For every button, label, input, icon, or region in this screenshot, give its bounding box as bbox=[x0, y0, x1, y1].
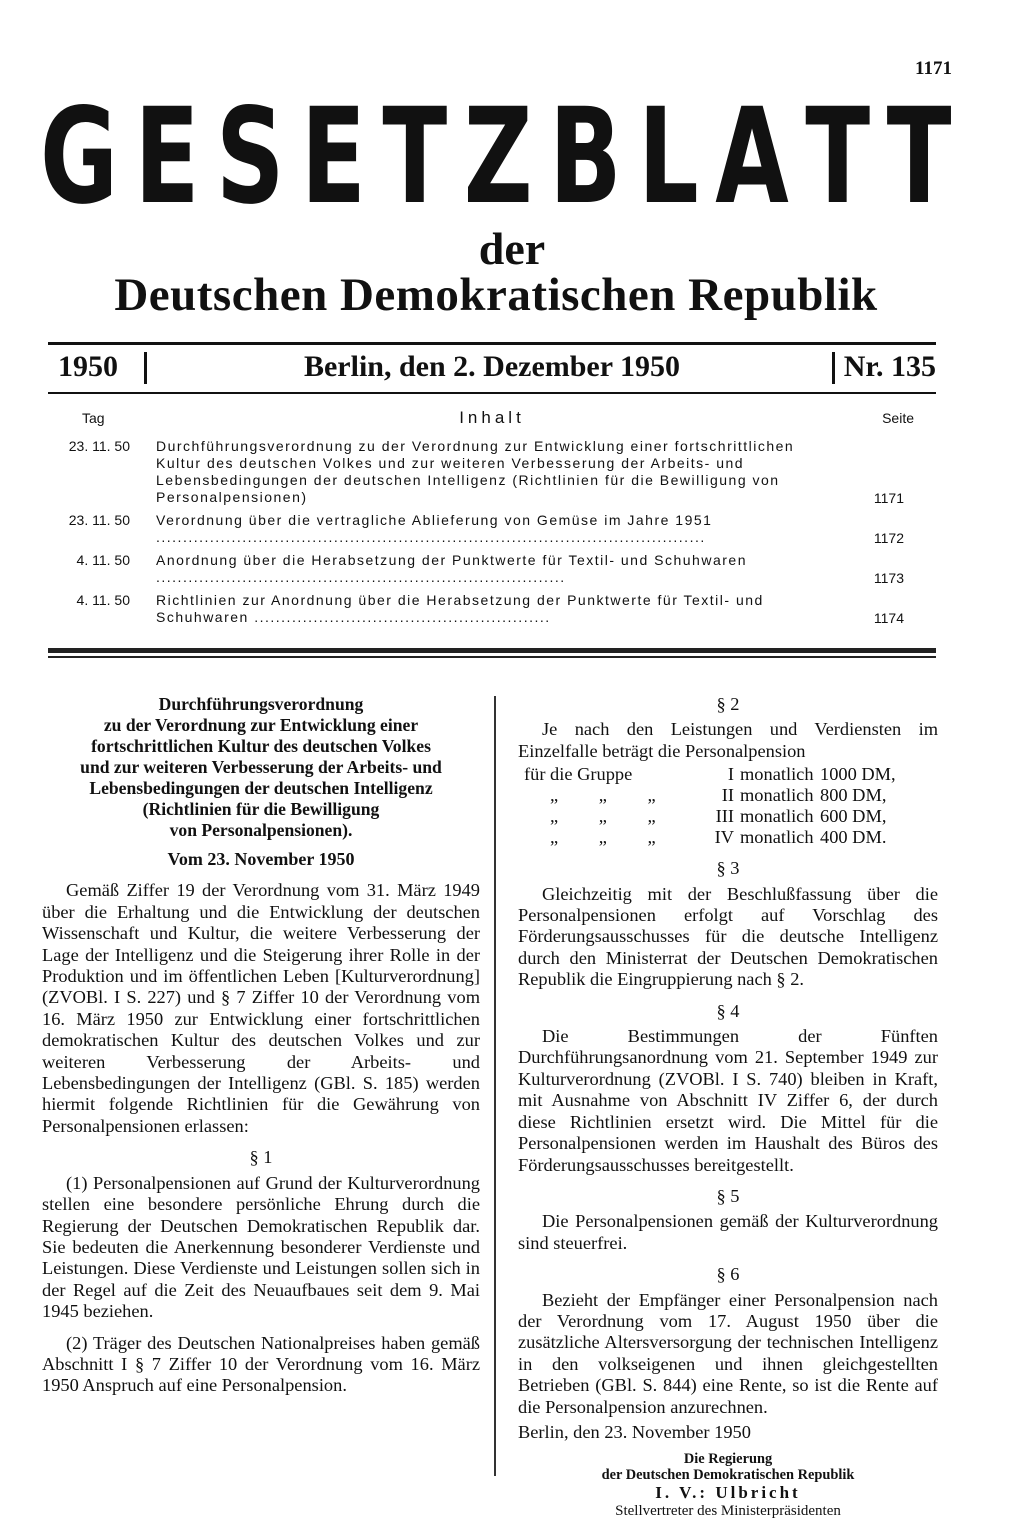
pension-group: III bbox=[715, 806, 734, 827]
toc-entry-date: 4. 11. 50 bbox=[76, 592, 130, 608]
section-heading: § 3 bbox=[716, 858, 740, 879]
signature-place-date: Berlin, den 23. November 1950 bbox=[518, 1421, 751, 1442]
signature-government-line2: der Deutschen Demokratischen Republik bbox=[601, 1467, 855, 1484]
decree-title-line: (Richtlinien für die Bewilligung bbox=[142, 799, 380, 819]
toc-entry-page: 1171 bbox=[873, 490, 904, 506]
masthead-letter: L bbox=[638, 80, 699, 234]
issue-number: Nr. 135 bbox=[843, 350, 936, 383]
toc-entry-page: 1172 bbox=[873, 530, 904, 546]
decree-date: Vom 23. November 1950 bbox=[167, 849, 355, 869]
bottom-rule bbox=[48, 392, 936, 394]
pension-amount: 600 DM, bbox=[820, 806, 887, 827]
section-heading: § 1 bbox=[249, 1147, 273, 1168]
pension-row bbox=[524, 827, 938, 848]
toc-col-seite: Seite bbox=[882, 410, 914, 426]
signature-role: Stellvertreter des Ministerpräsidenten bbox=[615, 1503, 841, 1520]
section-heading: § 2 bbox=[716, 694, 740, 714]
toc-entry[interactable] bbox=[48, 512, 936, 546]
pension-amount: 400 DM. bbox=[820, 827, 887, 848]
masthead-letter: E bbox=[134, 80, 200, 234]
subtitle-republic: Deutschen Demokratischen Republik bbox=[114, 269, 878, 321]
decree-title-line: Lebensbedingungen der deutschen Intelligenz bbox=[89, 778, 433, 798]
signature-government: Die Regierung bbox=[683, 1451, 773, 1468]
pension-row bbox=[524, 785, 938, 806]
toc-list bbox=[48, 438, 936, 632]
masthead-letter: E bbox=[300, 80, 366, 234]
masthead-letter: T bbox=[382, 80, 448, 234]
pension-label: für die Gruppe bbox=[524, 764, 633, 785]
toc-entry-page: 1173 bbox=[873, 570, 904, 586]
section-1-paragraph-2: (2) Träger des Deutschen Nationalpreises haben gemäß Abschnitt I § 7 Ziffer 10 der Verordnung vom 16. März 1950 Anspruch auf eine Personalpension. bbox=[42, 1332, 480, 1396]
masthead-letter: Z bbox=[463, 80, 533, 234]
issue-year: 1950 bbox=[58, 350, 118, 383]
toc-entry[interactable] bbox=[48, 592, 936, 626]
masthead-letter: T bbox=[886, 80, 952, 234]
pension-word: monatlich bbox=[740, 764, 814, 785]
section-1-paragraph-1: (1) Personalpensionen auf Grund der Kulturverordnung stellen eine besondere persönliche Ehrung durch die Regierung der Deutschen Demokratischen Republik dar. Sie bedeuten die Anerkennung besonderer Verdienste und Leistungen. Diese Verdienste und Leistungen sollen sich in der Regel auf die Zeit des Neuaufbaues seit dem 9. Mai 1945 beziehen. bbox=[42, 1172, 480, 1322]
decree-title-line: fortschrittlichen Kultur des deutschen Volkes bbox=[91, 736, 431, 756]
preamble-paragraph: Gemäß Ziffer 19 der Verordnung vom 31. März 1949 über die Erhaltung und die Entwicklung der deutschen Wissenschaft und Kultur, die weitere Verbesserung der Lage der Intelligenz und die Steigerung ihrer Rolle in der Produktion und im öffentlichen Leben [Kulturverordnung] (ZVOBl. I S. 227) und § 7 Ziffer 10 der Verordnung vom 16. März 1950 zur Entwicklung einer fortschrittlichen demokratischen Kultur des deutschen Volkes und zur weiteren Verbesserung der Arbeits- und Lebensbedingungen der Intelligenz (GBl. S. 185) werden hiermit folgende Richtlinien für die Gewährung von Personalpensionen erlassen: bbox=[42, 880, 480, 1136]
section-heading: § 5 bbox=[716, 1185, 740, 1206]
pension-group: I bbox=[727, 764, 734, 785]
pension-row bbox=[524, 806, 938, 827]
masthead-letter: B bbox=[549, 80, 622, 234]
masthead-letter: A bbox=[715, 80, 789, 234]
section-heading: § 6 bbox=[716, 1264, 740, 1285]
left-column bbox=[42, 694, 480, 1397]
issue-separator bbox=[832, 352, 835, 384]
decree-title-line: Durchführungsverordnung bbox=[158, 694, 364, 714]
pension-row bbox=[524, 764, 938, 785]
pension-label: „ „ „ bbox=[550, 785, 674, 806]
section-4-paragraph: Die Bestimmungen der Fünften Durchführungsanordnung vom 21. September 1949 zur Kulturverordnung (ZVOBl. I S. 740) bleiben in Kraft, mit Ausnahme von Abschnitt IV Ziffer 6, der durch diese Richtlinien ersetzt wird. Die Mittel für die Personalpensionen werden im Haushalt des Büros des Förderungsausschusses bereitgestellt. bbox=[518, 1026, 938, 1175]
masthead-letter: T bbox=[805, 80, 871, 234]
column-divider bbox=[494, 696, 496, 1476]
issue-place-date: Berlin, den 2. Dezember 1950 bbox=[303, 350, 681, 383]
section-2-paragraph: Je nach den Leistungen und Verdiensten im Einzelfalle beträgt die Personalpension bbox=[518, 719, 938, 761]
masthead-letter: G bbox=[40, 80, 119, 234]
decree-title bbox=[42, 694, 480, 841]
toc-heading: Inhalt bbox=[459, 408, 525, 427]
subtitle-der: der bbox=[478, 223, 546, 274]
pension-label: „ „ „ bbox=[550, 806, 674, 827]
section-3-paragraph: Gleichzeitig mit der Beschlußfassung über die Personalpensionen erfolgt auf Vorschlag des Förderungsausschusses für die deutsche Intelligenz durch den Ministerrat der Deutschen Demokratischen Republik die Eingruppierung nach § 2. bbox=[518, 883, 938, 990]
toc-entry-text: Durchführungsverordnung zu der Verordnung zur Entwicklung einer fortschrittlichen Kultur des deutschen Volkes und zur weiteren Verbesserung der Arbeits- und Lebensbedingungen der deutschen Intelligenz (Richtlinien für die Bewilligung von Personalpensionen) bbox=[156, 438, 795, 505]
decree-title-line: von Personalpensionen). bbox=[169, 820, 353, 840]
page-number: 1171 bbox=[915, 58, 952, 79]
pension-amount: 1000 DM, bbox=[820, 764, 896, 785]
toc-entry-date: 23. 11. 50 bbox=[68, 512, 130, 528]
toc-entry-text: Richtlinien zur Anordnung über die Herabsetzung der Punktwerte für Textil- und Schuhwaren ....................................................... bbox=[156, 592, 764, 625]
signature-name: I. V.: Ulbricht bbox=[655, 1483, 801, 1503]
pension-group: II bbox=[721, 785, 734, 806]
pension-label: „ „ „ bbox=[550, 827, 674, 848]
decree-title-line: zu der Verordnung zur Entwicklung einer bbox=[103, 715, 419, 735]
pension-amount: 800 DM, bbox=[820, 785, 887, 806]
section-5-paragraph: Die Personalpensionen gemäß der Kulturverordnung sind steuerfrei. bbox=[518, 1211, 938, 1253]
section-heading: § 4 bbox=[716, 1000, 740, 1021]
toc-entry[interactable] bbox=[48, 552, 936, 586]
toc-entry[interactable] bbox=[48, 438, 936, 506]
pension-group: IV bbox=[714, 827, 734, 848]
toc-entry-page: 1174 bbox=[873, 610, 904, 626]
toc-col-tag: Tag bbox=[82, 410, 105, 426]
masthead-title bbox=[40, 80, 952, 234]
right-column bbox=[518, 694, 938, 1520]
toc-entry-text: Verordnung über die vertragliche Ablieferung von Gemüse im Jahre 1951 ...................................................................................................... bbox=[156, 512, 713, 545]
top-rule bbox=[48, 342, 936, 345]
section-rule-thin bbox=[48, 656, 936, 658]
decree-title-line: und zur weiteren Verbesserung der Arbeits- und bbox=[80, 757, 442, 777]
toc-entry-text: Anordnung über die Herabsetzung der Punktwerte für Textil- und Schuhwaren ............................................................................ bbox=[156, 552, 747, 585]
pension-table bbox=[524, 764, 938, 848]
section-rule-thick bbox=[48, 648, 936, 653]
pension-word: monatlich bbox=[740, 827, 814, 848]
pension-word: monatlich bbox=[740, 806, 814, 827]
masthead-letter: S bbox=[215, 80, 285, 234]
section-6-paragraph: Bezieht der Empfänger einer Personalpension nach der Verordnung vom 17. August 1950 über die zusätzliche Altersversorgung der technischen Intelligenz in den volkseigenen und ihnen gleichgestellten Betrieben (GBl. S. 844) eine Rente, so ist die Rente auf die Personalpension anzurechnen. bbox=[518, 1289, 938, 1417]
issue-bar bbox=[48, 348, 936, 390]
toc-entry-date: 23. 11. 50 bbox=[68, 438, 130, 454]
pension-word: monatlich bbox=[740, 785, 814, 806]
toc-entry-date: 4. 11. 50 bbox=[76, 552, 130, 568]
